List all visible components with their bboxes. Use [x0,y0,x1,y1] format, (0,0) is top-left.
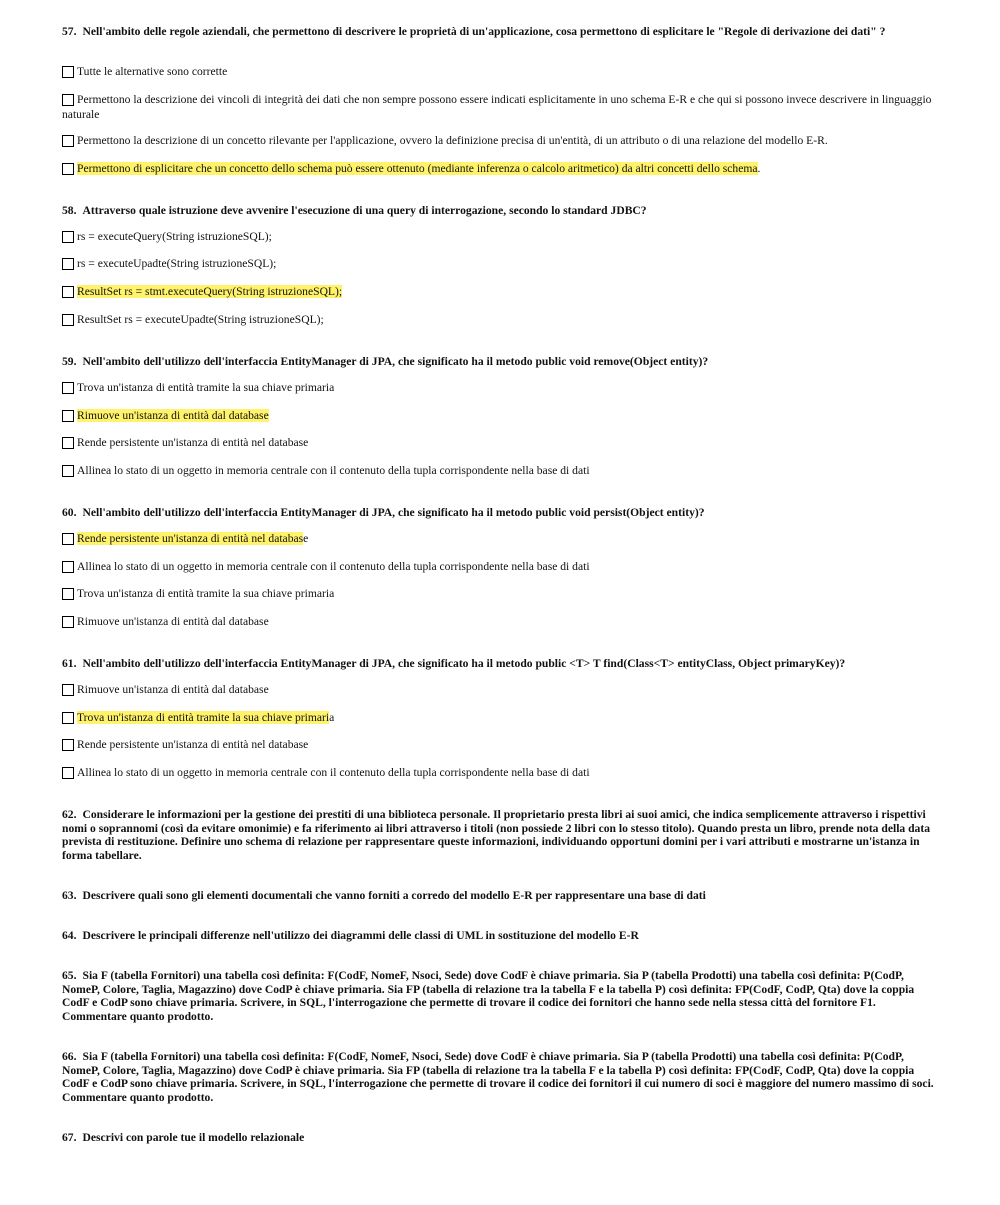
option-text: Trova un'istanza di entità tramite la sua chiave primaria [77,381,335,394]
option-text: Allinea lo stato di un oggetto in memoria centrale con il contenuto della tupla corrispondente nella base di dati [77,766,590,779]
answer-checkbox[interactable] [62,286,74,298]
question-text: Sia F (tabella Fornitori) una tabella così definita: F(CodF, NomeF, Nsoci, Sede) dove CodF è chiave primaria. Sia P (tabella Prodotti) una tabella così definita: P(CodP, NomeP, Colore, Taglia, Magazzino) dove CodP è chiave primaria. Sia FP (tabella di relazione tra la tabella F e la tabella P) così definita: FP(CodF, CodP, Qta) dove la coppia CodF e CodP sono chiave primaria. Scrivere, in SQL, l'interrogazione che permette di trovare il codice dei fornitori che hanno sede nella stessa città del fornitore F1. Commentare quanto prodotto. [62,969,915,1023]
answer-checkbox[interactable] [62,314,74,326]
option-text: Permettono la descrizione di un concetto rilevante per l'applicazione, ovvero la definizione precisa di un'entità, di un attributo o di una relazione del modello E-R. [77,134,828,147]
answer-checkbox[interactable] [62,739,74,751]
answer-option[interactable] [62,313,934,328]
answer-option[interactable] [62,738,934,753]
answer-option[interactable] [62,464,934,479]
option-text-highlighted: Rende persistente un'istanza di entità nel databas [77,532,304,545]
answer-option[interactable] [62,381,934,396]
option-text: rs = executeUpadte(String istruzioneSQL); [77,257,277,270]
option-text: Rende persistente un'istanza di entità nel database [77,738,309,751]
answer-option[interactable] [62,560,934,575]
answer-checkbox[interactable] [62,163,74,175]
question-text: Attraverso quale istruzione deve avvenire l'esecuzione di una query di interrogazione, secondo lo standard JDBC? [82,204,647,217]
answer-checkbox[interactable] [62,465,74,477]
question-number: 64. [62,929,77,942]
answer-option[interactable] [62,532,934,547]
question-text: Descrivi con parole tue il modello relazionale [82,1131,305,1144]
answer-checkbox[interactable] [62,382,74,394]
answer-option[interactable] [62,409,934,424]
question-57 [62,25,934,39]
question-number: 62. [62,808,77,821]
option-text: ResultSet rs = executeUpadte(String istruzioneSQL); [77,313,324,326]
answer-option[interactable] [62,257,934,272]
answer-checkbox[interactable] [62,767,74,779]
answer-checkbox[interactable] [62,231,74,243]
option-text: e [303,532,309,545]
question-number: 58. [62,204,77,217]
answer-checkbox[interactable] [62,684,74,696]
answer-checkbox[interactable] [62,712,74,724]
answer-checkbox[interactable] [62,616,74,628]
question-62 [62,808,934,862]
option-text: Trova un'istanza di entità tramite la sua chiave primaria [77,587,335,600]
answer-option[interactable] [62,162,934,177]
answer-checkbox[interactable] [62,94,74,106]
option-text: Rimuove un'istanza di entità dal database [77,683,269,696]
answer-checkbox[interactable] [62,258,74,270]
option-text: Rimuove un'istanza di entità dal database [77,615,269,628]
question-number: 65. [62,969,77,982]
option-text: Tutte le alternative sono corrette [77,65,228,78]
answer-option[interactable] [62,683,934,698]
answer-checkbox[interactable] [62,135,74,147]
option-text-highlighted: Rimuove un'istanza di entità dal database [77,409,269,422]
question-text: Nell'ambito dell'utilizzo dell'interfaccia EntityManager di JPA, che significato ha il metodo public <T> T find(Class<T> entityClass, Object primaryKey)? [82,657,846,670]
answer-option[interactable] [62,766,934,781]
answer-option[interactable] [62,93,934,122]
answer-option[interactable] [62,711,934,726]
question-text: Considerare le informazioni per la gestione dei prestiti di una biblioteca personale. Il proprietario presta libri ai suoi amici, che indica semplicemente attraverso i rispettivi nomi o soprannomi (così da evitare omonimie) e fa riferimento ai libri attraverso i titoli (non possiede 2 libri con lo stesso titolo). Quando presta un libro, prende nota della data prevista di restituzione. Definire uno schema di relazione per rappresentare queste informazioni, individuando opportuni domini per i vari attributi e mostrarne un'istanza in forma tabellare. [62,808,931,862]
answer-option[interactable] [62,285,934,300]
option-text: . [757,162,761,175]
question-60 [62,506,934,520]
question-63 [62,889,934,903]
answer-checkbox[interactable] [62,588,74,600]
option-text: a [329,711,335,724]
question-66 [62,1050,934,1104]
option-text-highlighted: Trova un'istanza di entità tramite la sua chiave primari [77,711,330,724]
option-text: Allinea lo stato di un oggetto in memoria centrale con il contenuto della tupla corrispondente nella base di dati [77,464,590,477]
option-text-highlighted: ResultSet rs = stmt.executeQuery(String istruzioneSQL); [77,285,343,298]
answer-checkbox[interactable] [62,410,74,422]
question-67 [62,1131,934,1145]
question-number: 60. [62,506,77,519]
answer-option[interactable] [62,230,934,245]
question-58 [62,204,934,218]
question-number: 67. [62,1131,77,1144]
question-number: 59. [62,355,77,368]
question-61 [62,657,934,671]
question-number: 61. [62,657,77,670]
answer-option[interactable] [62,134,934,149]
option-text: rs = executeQuery(String istruzioneSQL); [77,230,272,243]
question-64 [62,929,934,943]
question-text: Nell'ambito dell'utilizzo dell'interfaccia EntityManager di JPA, che significato ha il metodo public void remove(Object entity)? [82,355,709,368]
answer-checkbox[interactable] [62,437,74,449]
answer-option[interactable] [62,65,934,80]
question-text: Descrivere le principali differenze nell'utilizzo dei diagrammi delle classi di UML in sostituzione del modello E-R [82,929,639,942]
question-text: Sia F (tabella Fornitori) una tabella così definita: F(CodF, NomeF, Nsoci, Sede) dove CodF è chiave primaria. Sia P (tabella Prodotti) una tabella così definita: P(CodP, NomeP, Colore, Taglia, Magazzino) dove CodP è chiave primaria. Sia FP (tabella di relazione tra la tabella F e la tabella P) così definita: FP(CodF, CodP, Qta) dove la coppia CodF e CodP sono chiave primaria. Scrivere, in SQL, l'interrogazione che permette di trovare il codice dei fornitori il cui numero di soci è maggiore del numero massimo di soci. Commentare quanto prodotto. [62,1050,934,1104]
answer-option[interactable] [62,615,934,630]
question-text: Descrivere quali sono gli elementi documentali che vanno forniti a corredo del modello E-R per rappresentare una base di dati [82,889,706,902]
answer-checkbox[interactable] [62,561,74,573]
answer-option[interactable] [62,436,934,451]
question-text: Nell'ambito dell'utilizzo dell'interfaccia EntityManager di JPA, che significato ha il metodo public void persist(Object entity)? [82,506,705,519]
question-text: Nell'ambito delle regole aziendali, che permettono di descrivere le proprietà di un'applicazione, cosa permettono di esplicitare le "Regole di derivazione dei dati" ? [82,25,886,38]
question-59 [62,355,934,369]
option-text-highlighted: Permettono di esplicitare che un concetto dello schema può essere ottenuto (mediante inferenza o calcolo aritmetico) da altri concetti dello schema [77,162,758,175]
option-text: Allinea lo stato di un oggetto in memoria centrale con il contenuto della tupla corrispondente nella base di dati [77,560,590,573]
answer-checkbox[interactable] [62,533,74,545]
option-text: Rende persistente un'istanza di entità nel database [77,436,309,449]
answer-option[interactable] [62,587,934,602]
question-number: 66. [62,1050,77,1063]
question-number: 57. [62,25,77,38]
answer-checkbox[interactable] [62,66,74,78]
question-number: 63. [62,889,77,902]
question-65 [62,969,934,1023]
option-text: Permettono la descrizione dei vincoli di integrità dei dati che non sempre possono essere indicati esplicitamente in uno schema E-R e che qui si possono invece descrivere in linguaggio naturale [62,93,932,121]
